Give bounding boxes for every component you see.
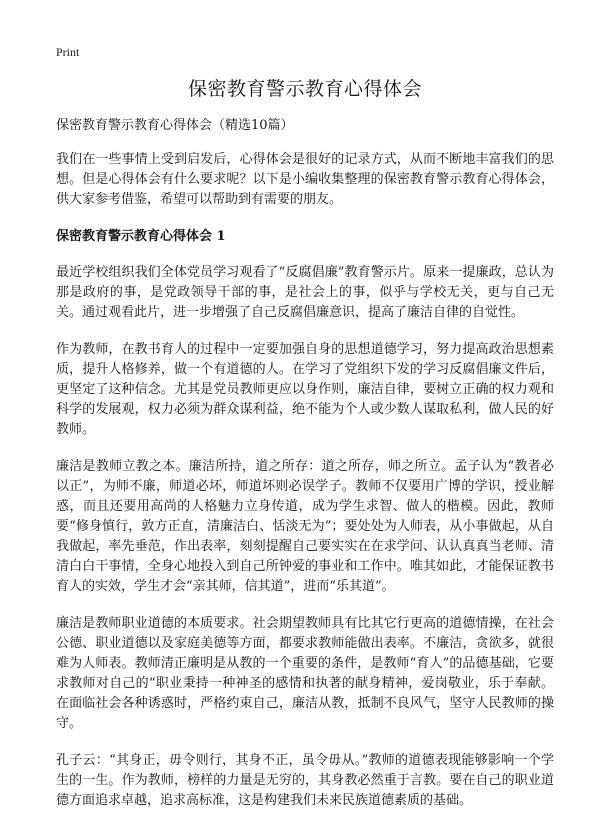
body-paragraph: 廉洁是教师职业道德的本质要求。社会期望教师具有比其它行更高的道德情操，在社会公德、职业道德以及家庭美德等方面，都要求教师能做出表率。不廉洁，贪欲多，就很难为人师表。教师清正廉明是从教的一个重要的条件，是教师“育人”的品德基础，它要求教师对自己的“职业秉持一种神圣的感情和执著的献身精神，爱岗敬业，乐于奉献。在面临社会各种诱惑时，严格约束自己，廉洁从教，抵制不良风气，坚守人民教师的操守。 [56,616,554,731]
intro-paragraph: 我们在一些事情上受到启发后，心得体会是很好的记录方式，从而不断地丰富我们的思想。但是心得体会有什么要求呢？以下是小编收集整理的保密教育警示教育心得体会，供大家参考借鉴，希望可以帮助到有需要的朋友。 [56,152,554,207]
section-heading: 保密教育警示教育心得体会 1 [56,229,226,244]
body-paragraph: 最近学校组织我们全体党员学习观看了“反腐倡廉”教育警示片。原来一提廉政，总认为那是政府的事，是党政领导干部的事，是社会上的事，似乎与学校无关，更与自己无关。通过观看此片，进一步增强了自己反腐倡廉意识，提高了廉洁自律的自觉性。 [56,265,554,320]
document-subtitle: 保密教育警示教育心得体会（精选10篇） [56,118,294,133]
body-paragraph: 廉洁是教师立教之本。廉洁所持，道之所存：道之所存，师之所立。孟子认为“教者必以正”，为师不廉，师道必坏，师道坏则必误学子。教师不仅要用广博的学识，授业解惑，而且还要用高尚的人格魅力立身传道，成为学生求智、做人的楷模。因此，教师要“修身慎行，敦方正直，清廉洁白、恬淡无为”；要处处为人师表，从小事做起，从自我做起，率先垂范，作出表率，刻刻提醒自己要实实在在求学问、认认真真当老师、清清白白干事情，全身心地投入到自己所钟爱的事业和工作中。唯其如此，才能保证教书育人的实效，学生才会“亲其师，信其道”，进而“乐其道”。 [56,459,554,594]
document-title: 保密教育警示教育心得体会 [187,78,422,100]
body-paragraph: 作为教师，在教书育人的过程中一定要加强自身的思想道德学习，努力提高政治思想素质，提升人格修养，做一个有道德的人。在学习了党组织下发的学习反腐倡廉文件后，更坚定了这种信念。尤其是党员教师更应以身作则，廉洁自律，要树立正确的权力观和科学的发展观，权力必须为群众谋利益，绝不能为个人或少数人谋取私利，做人民的好教师。 [56,342,554,437]
print-link[interactable]: Print [56,45,80,59]
body-paragraph: 孔子云：“其身正，毋令则行，其身不正，虽令毋从。”教师的道德表现能够影响一个学生的一生。作为教师，榜样的力量是无穷的，其身教必然重于言教。要在自己的职业道德方面追求卓越，追求高标准，这是构建我们未来民族道德素质的基础。 [56,753,554,808]
